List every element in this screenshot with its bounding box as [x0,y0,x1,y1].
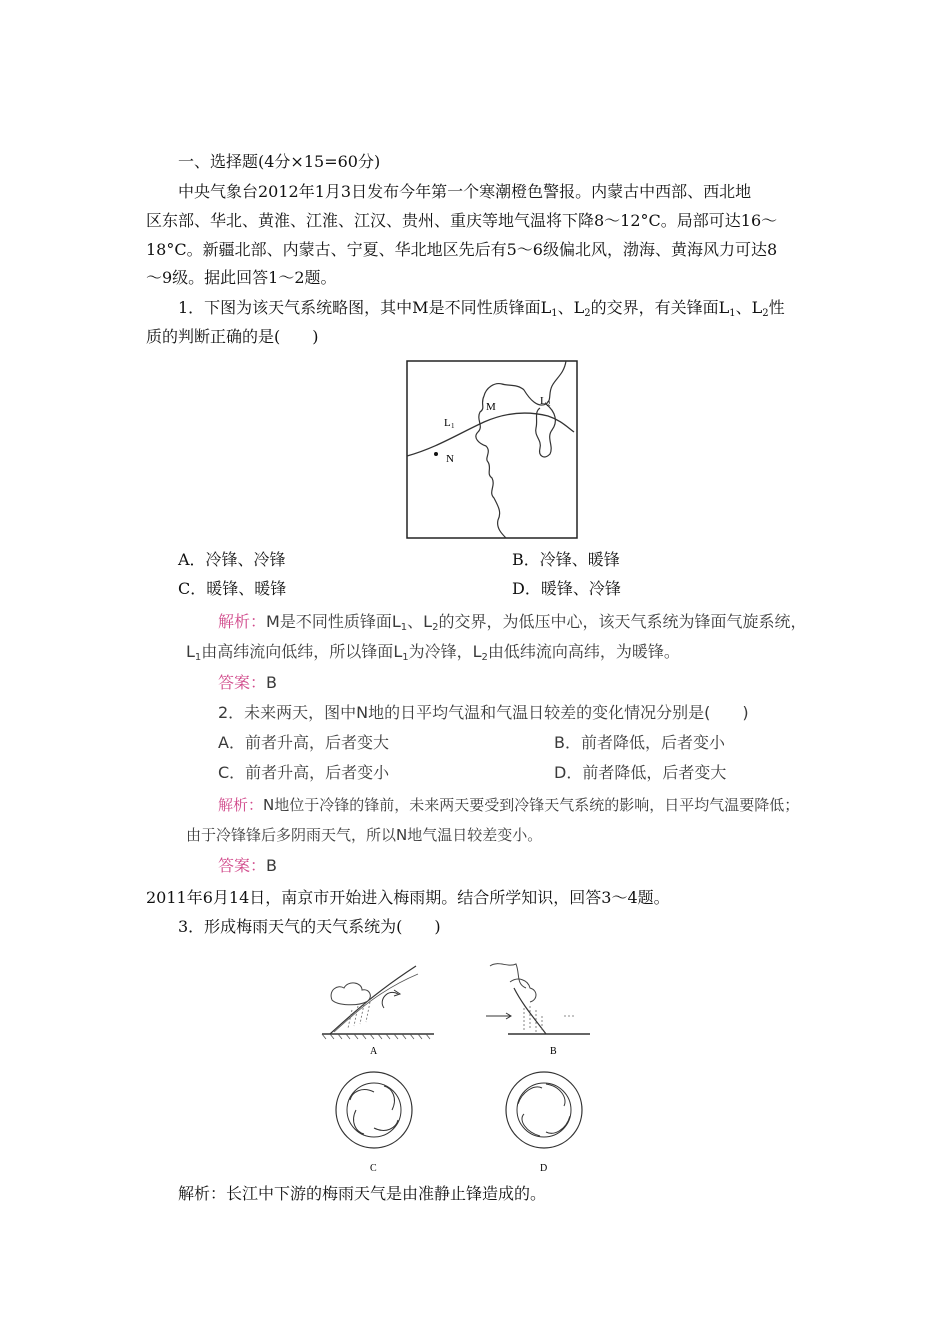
q2-option-c[interactable]: C．前者升高，后者变小 [218,763,390,782]
q2-answer: 答案：B [218,856,277,875]
figure-d-cyclone [502,1068,588,1174]
figure-c-cyclone [332,1068,418,1174]
flow-arrow-4 [354,1110,364,1134]
intro-line-4: ～9级。据此回答1～2题。 [146,268,337,287]
q2-analysis-line-2: 由于冷锋锋后多阴雨天气，所以N地气温日较差变小。 [186,826,543,844]
label-d: D [540,1163,548,1174]
inner-isobar [517,1083,571,1137]
q1-analysis-line-1: 解析：M是不同性质锋面$L_1$、$L_2$的交界，为低压中心，该天气系统为锋面气旋系统， [218,612,807,633]
figure-b-front-profile [480,958,600,1058]
q3-stem: 3．形成梅雨天气的天气系统为( ) [178,917,441,936]
rain [524,1006,542,1032]
label-c: C [370,1163,377,1174]
q3-analysis: 解析：长江中下游的梅雨天气是由准静止锋造成的。 [178,1184,547,1203]
flow-arrow-1 [546,1084,565,1106]
label-l1-sub: 1 [451,422,455,430]
q1-stem-line-1: 1．下图为该天气系统略图，其中M是不同性质锋面$L_1$、$L_2$的交界，有关锋面$L_1$、$L_2$性 [178,298,785,319]
intro-line-3: 18°C。新疆北部、内蒙古、宁夏、华北地区先后有5～6级偏北风，渤海、黄海风力可达8 [146,240,778,259]
q2-stem: 2．未来两天，图中N地的日平均气温和气温日较差的变化情况分别是( ) [218,703,749,722]
flow-arrow-3 [374,1120,398,1130]
intro-line-2: 区东部、华北、黄淮、江淮、江汉、贵州、重庆等地气温将下降8～12°C。局部可达16～ [146,211,778,230]
label-l2: L [540,395,547,407]
figure-a-front-profile [318,960,438,1060]
q2-option-a[interactable]: A．前者升高，后者变大 [218,733,389,752]
point-n-dot [434,452,438,456]
label-a: A [370,1046,378,1057]
q1-option-d[interactable]: D．暖锋、冷锋 [512,579,621,598]
intro-line-1: 中央气象台2012年1月3日发布今年第一个寒潮橙色警报。内蒙古中西部、西北地 [178,182,752,201]
label-b: B [550,1046,557,1057]
section-title: 一、选择题(4分×15=60分) [178,152,381,171]
weather-system-map [406,360,578,540]
q1-option-b[interactable]: B．冷锋、暖锋 [512,550,620,569]
label-l2-sub: 2 [547,400,551,408]
flow-arrow-2 [384,1086,394,1110]
cloud [331,983,370,1005]
q2-option-b[interactable]: B．前者降低，后者变小 [554,733,725,752]
cloud [510,979,536,1002]
airflow-arrow [382,992,398,1008]
q2-analysis-line-1: 解析：N地位于冷锋的锋前，未来两天要受到冷锋天气系统的影响，日平均气温要降低； [218,796,800,814]
flow-arrow-2 [546,1116,570,1133]
label-m: M [486,401,496,413]
q2-option-d[interactable]: D．前者降低，后者变大 [554,763,727,782]
label-l1: L [444,417,451,429]
q1-option-c[interactable]: C．暖锋、暖锋 [178,579,287,598]
flow-arrow-3 [522,1114,540,1136]
q1-stem-line-2: 质的判断正确的是( ) [146,327,319,346]
q1-answer: 答案：B [218,673,277,692]
inner-isobar [347,1083,401,1137]
intro2: 2011年6月14日，南京市开始进入梅雨期。结合所学知识，回答3～4题。 [146,888,670,907]
flow-arrow-1 [350,1090,374,1100]
cloud-top [490,964,526,988]
q1-analysis-line-2: $L_1$由高纬流向低纬，所以锋面$L_1$为冷锋，$L_2$由低纬流向高纬，为暖锋。 [186,642,680,663]
q1-option-a[interactable]: A．冷锋、冷锋 [178,550,286,569]
label-n: N [446,453,454,465]
